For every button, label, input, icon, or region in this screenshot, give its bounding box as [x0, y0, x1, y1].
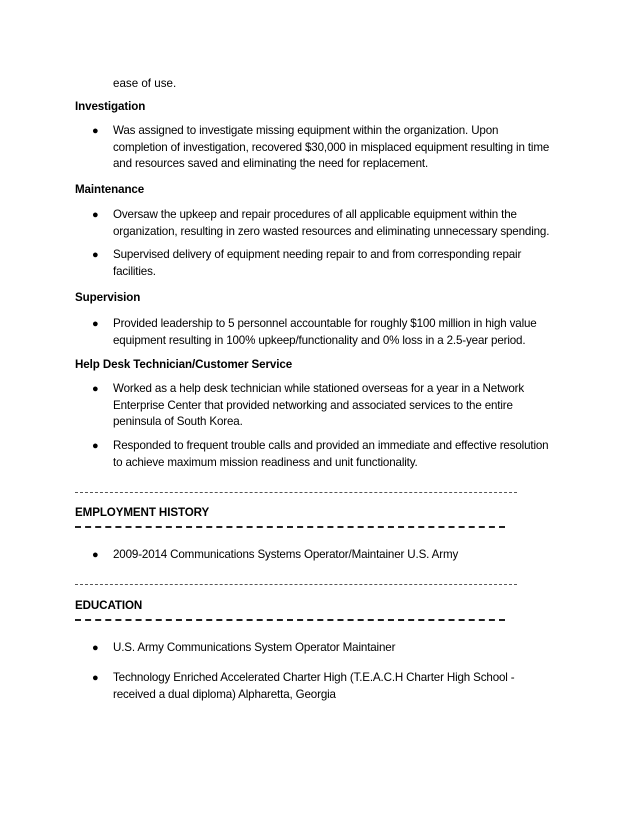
section-heading-supervision: Supervision [75, 291, 141, 304]
supervision-item-1: Provided leadership to 5 personnel accountable for roughly $100 million in high value equipment resulting in 100% upkeep/functionality and 0% loss in a 2.5-year period. [113, 317, 537, 347]
section-heading-investigation: Investigation [75, 100, 146, 113]
bullet-icon: ● [92, 440, 99, 452]
maintenance-item-2: Supervised delivery of equipment needing repair to and from corresponding repair facilities. [113, 248, 522, 278]
bullet-icon: ● [92, 209, 99, 221]
section-heading-education: EDUCATION [75, 599, 143, 612]
employment-item-1: 2009-2014 Communications Systems Operator/Maintainer U.S. Army [113, 548, 459, 561]
bullet-icon: ● [92, 249, 99, 261]
investigation-item-1: Was assigned to investigate missing equipment within the organization. Upon completion of investigation, recovered $30,000 in misplaced equipment resulting in time and resources saved and eliminating the need for replacement. [113, 124, 550, 171]
bullet-icon: ● [92, 642, 99, 654]
helpdesk-item-2: Responded to frequent trouble calls and provided an immediate and effective resolution to achieve maximum mission readiness and unit functionality. [113, 439, 549, 469]
continuation-text: ease of use. [113, 77, 177, 90]
bullet-icon: ● [92, 125, 99, 137]
section-heading-helpdesk: Help Desk Technician/Customer Service [75, 358, 293, 371]
section-divider [75, 584, 517, 585]
heading-underline [75, 619, 505, 621]
education-item-1: U.S. Army Communications System Operator Maintainer [113, 641, 396, 654]
helpdesk-item-1: Worked as a help desk technician while stationed overseas for a year in a Network Enterprise Center that provided networking and associated services to the entire peninsula of South Korea. [113, 382, 525, 429]
heading-underline [75, 526, 505, 528]
maintenance-item-1: Oversaw the upkeep and repair procedures of all applicable equipment within the organization, resulting in zero wasted resources and eliminating unnecessary spending. [113, 208, 550, 238]
bullet-icon: ● [92, 549, 99, 561]
education-item-2: Technology Enriched Accelerated Charter High (T.E.A.C.H Charter High School - received a dual diploma) Alpharetta, Georgia [113, 671, 515, 701]
bullet-icon: ● [92, 318, 99, 330]
section-heading-maintenance: Maintenance [75, 183, 145, 196]
bullet-icon: ● [92, 383, 99, 395]
bullet-icon: ● [92, 672, 99, 684]
section-divider [75, 492, 517, 493]
section-heading-employment: EMPLOYMENT HISTORY [75, 506, 210, 519]
